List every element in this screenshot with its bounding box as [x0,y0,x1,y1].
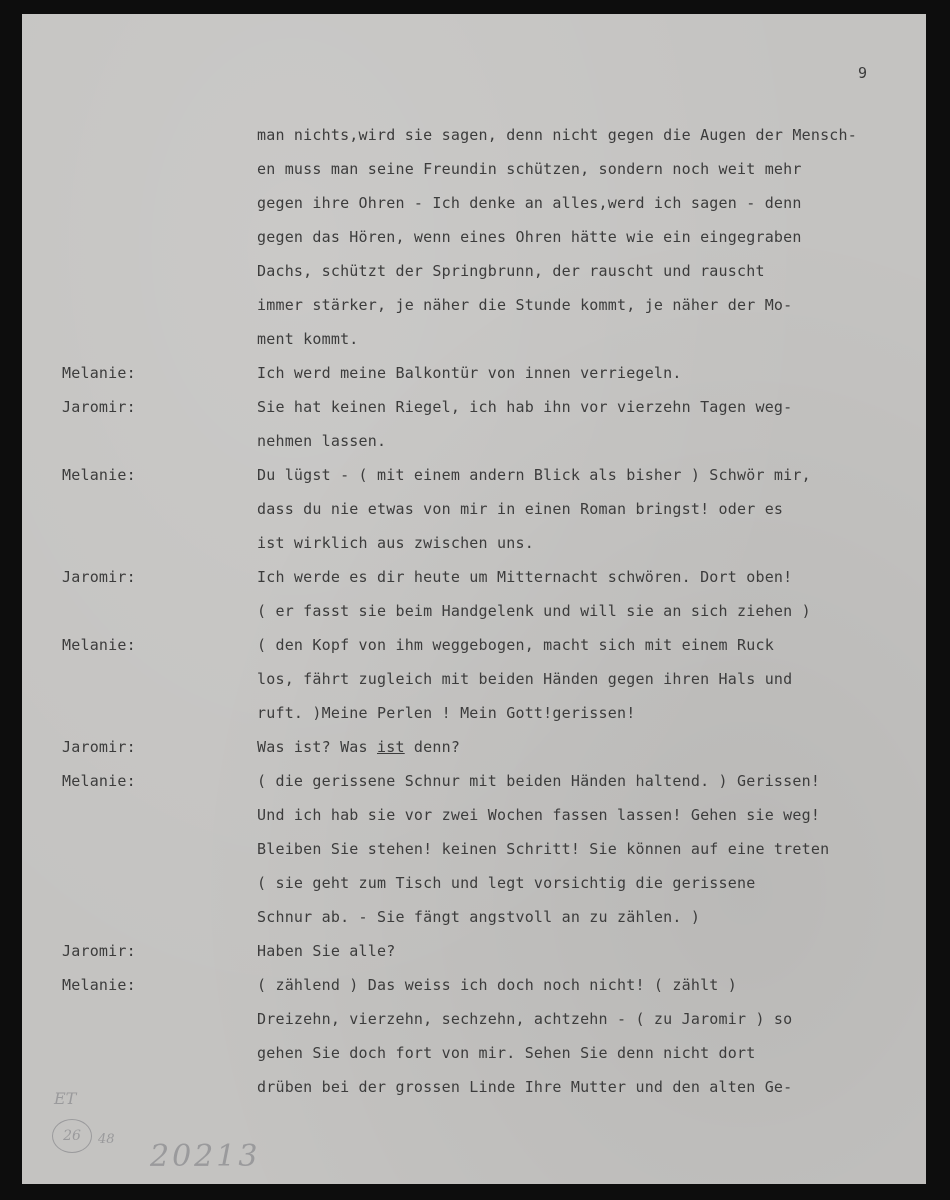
speech-line: Ich werde es dir heute um Mitternacht schwören. Dort oben! [257,568,793,586]
speech-line: Dachs, schützt der Springbrunn, der rauscht und rauscht [257,262,765,280]
stage-direction-line: ( den Kopf von ihm weggebogen, macht sich mit einem Ruck [257,636,774,654]
speaker-name: Jaromir: [62,942,136,960]
stage-direction-line: ( sie geht zum Tisch und legt vorsichtig die gerissene [257,874,756,892]
speaker-name: Melanie: [62,466,136,484]
speech-line: immer stärker, je näher die Stunde kommt, je näher der Mo- [257,296,793,314]
speech-line: los, fährt zugleich mit beiden Händen gegen ihren Hals und [257,670,793,688]
speech-line: gehen Sie doch fort von mir. Sehen Sie denn nicht dort [257,1044,756,1062]
typescript-page [22,14,926,1184]
speaker-name: Melanie: [62,772,136,790]
speaker-name: Melanie: [62,364,136,382]
speech-line: ist wirklich aus zwischen uns. [257,534,534,552]
speech-text: denn? [404,738,461,756]
underlined-word: ist [377,738,405,756]
speaker-name: Melanie: [62,636,136,654]
stage-direction-line: Schnur ab. - Sie fängt angstvoll an zu zählen. ) [257,908,701,926]
speech-line: ment kommt. [257,330,359,348]
speech-line: ruft. )Meine Perlen ! Mein Gott!gerissen! [257,704,636,722]
speaker-name: Jaromir: [62,568,136,586]
speech-line: ( die gerissene Schnur mit beiden Händen haltend. ) Gerissen! [257,772,821,790]
speech-line: nehmen lassen. [257,432,387,450]
speech-line: Dreizehn, vierzehn, sechzehn, achtzehn - ( zu Jaromir ) so [257,1010,793,1028]
stage-direction-line: ( er fasst sie beim Handgelenk und will sie an sich ziehen ) [257,602,811,620]
speech-line: gegen ihre Ohren - Ich denke an alles,werd ich sagen - denn [257,194,802,212]
speech-line: Du lügst - ( mit einem andern Blick als bisher ) Schwör mir, [257,466,811,484]
speaker-name: Melanie: [62,976,136,994]
speech-line: dass du nie etwas von mir in einen Roman bringst! oder es [257,500,784,518]
speech-line: drüben bei der grossen Linde Ihre Mutter und den alten Ge- [257,1078,793,1096]
speech-line: Ich werd meine Balkontür von innen verriegeln. [257,364,682,382]
archive-small-number: 48 [98,1132,115,1147]
page-number: 9 [858,64,868,82]
speech-line: gegen das Hören, wenn eines Ohren hätte wie ein eingegraben [257,228,802,246]
speech-line [257,737,460,757]
archive-circled-number: 26 [52,1119,92,1153]
speech-line: ( zählend ) Das weiss ich doch noch nicht! ( zählt ) [257,976,737,994]
speech-text: Was ist? Was [257,738,377,756]
speech-line: Haben Sie alle? [257,942,396,960]
speech-line: Und ich hab sie vor zwei Wochen fassen lassen! Gehen sie weg! [257,806,821,824]
speech-line: Bleiben Sie stehen! keinen Schritt! Sie können auf eine treten [257,840,830,858]
speaker-name: Jaromir: [62,738,136,756]
speech-line: Sie hat keinen Riegel, ich hab ihn vor vierzehn Tagen weg- [257,398,793,416]
archive-mark-et: ET [54,1089,77,1108]
speech-line: man nichts,wird sie sagen, denn nicht gegen die Augen der Mensch- [257,126,857,144]
speech-line: en muss man seine Freundin schützen, sondern noch weit mehr [257,160,802,178]
archive-inventory-number: 20213 [150,1139,261,1174]
speaker-name: Jaromir: [62,398,136,416]
